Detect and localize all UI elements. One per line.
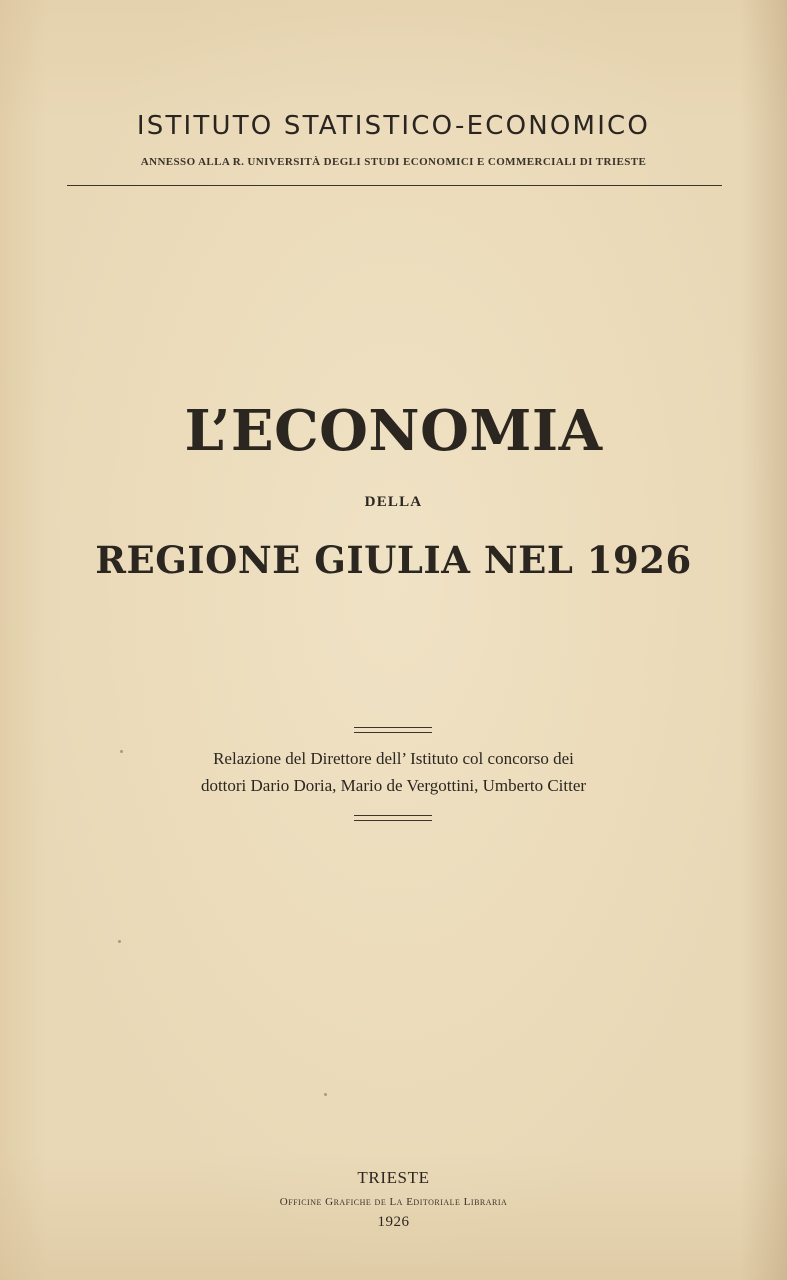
book-title: L’ECONOMIA — [184, 398, 603, 464]
imprint-year: 1926 — [377, 1214, 410, 1230]
imprint-printer: Officine Grafiche de La Editoriale Libraria — [279, 1196, 508, 1208]
institute-name: ISTITUTO STATISTICO-ECONOMICO — [136, 111, 651, 141]
ornament-rule-lower — [354, 815, 432, 821]
imprint-city: TRIESTE — [357, 1168, 430, 1187]
paper-speck — [118, 940, 121, 943]
ornament-rule-upper — [354, 727, 432, 733]
institute-affiliation: ANNESSO ALLA R. UNIVERSITÀ DEGLI STUDI ECONOMICI E COMMERCIALI DI TRIESTE — [140, 156, 647, 168]
book-subtitle: REGIONE GIULIA NEL 1926 — [95, 538, 692, 582]
header-rule — [67, 185, 722, 186]
report-line-1: Relazione del Direttore dell’ Istituto col concorso dei — [213, 749, 574, 768]
report-description — [0, 745, 787, 799]
paper-speck — [120, 750, 123, 753]
title-connector: DELLA — [364, 494, 423, 510]
paper-speck — [324, 1093, 327, 1096]
report-line-2: dottori Dario Doria, Mario de Vergottini, Umberto Citter — [200, 776, 587, 795]
